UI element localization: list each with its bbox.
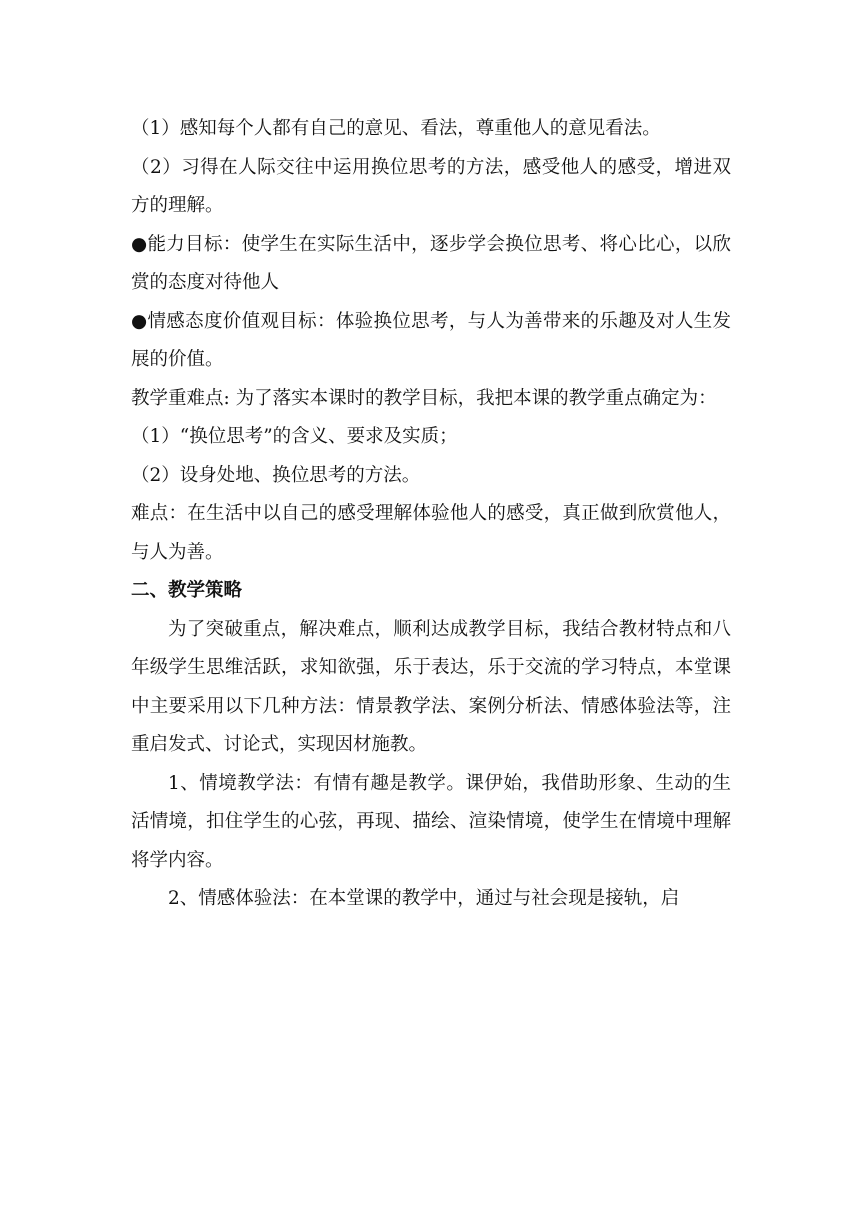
emotion-goal-paragraph: ●情感态度价值观目标：体验换位思考，与人为善带来的乐趣及对人生发展的价值。 xyxy=(131,310,731,370)
difficulty-paragraph: 难点：在生活中以自己的感受理解体验他人的感受，真正做到欣赏他人，与人为善。 xyxy=(131,503,731,563)
document-body xyxy=(131,110,731,919)
key-points-paragraph: 教学重难点: 为了落实本课时的教学目标，我把本课的教学重点确定为： xyxy=(131,387,717,409)
key-point-1: （1）“换位思考”的含义、要求及实质； xyxy=(131,426,458,447)
key-point-2: （2）设身处地、换位思考的方法。 xyxy=(131,464,421,486)
method-paragraph-2: 2、情感体验法：在本堂课的教学中，通过与社会现是接轨，启 xyxy=(168,888,680,909)
ability-goal-paragraph: ●能力目标：使学生在实际生活中，逐步学会换位思考、将心比心，以欣赏的态度对待他人 xyxy=(131,233,731,293)
strategy-paragraph: 为了突破重点，解决难点，顺利达成教学目标，我结合教材特点和八年级学生思维活跃，求知欲强，乐于表达，乐于交流的学习特点，本堂课中主要采用以下几种方法：情景教学法、案例分析法、情感体验法等，注重启发式、讨论式，实现因材施教。 xyxy=(131,618,731,755)
goal-paragraph-2: （2）习得在人际交往中运用换位思考的方法，感受他人的感受，增进双方的理解。 xyxy=(131,156,731,216)
goal-paragraph-1: （1）感知每个人都有自己的意见、看法，尊重他人的意见看法。 xyxy=(131,118,661,139)
section-heading: 二、教学策略 xyxy=(131,580,243,601)
method-paragraph-1: 1、情境教学法：有情有趣是教学。课伊始，我借助形象、生动的生活情境，扣住学生的心弦，再现、描绘、渲染情境，使学生在情境中理解将学内容。 xyxy=(131,772,731,871)
